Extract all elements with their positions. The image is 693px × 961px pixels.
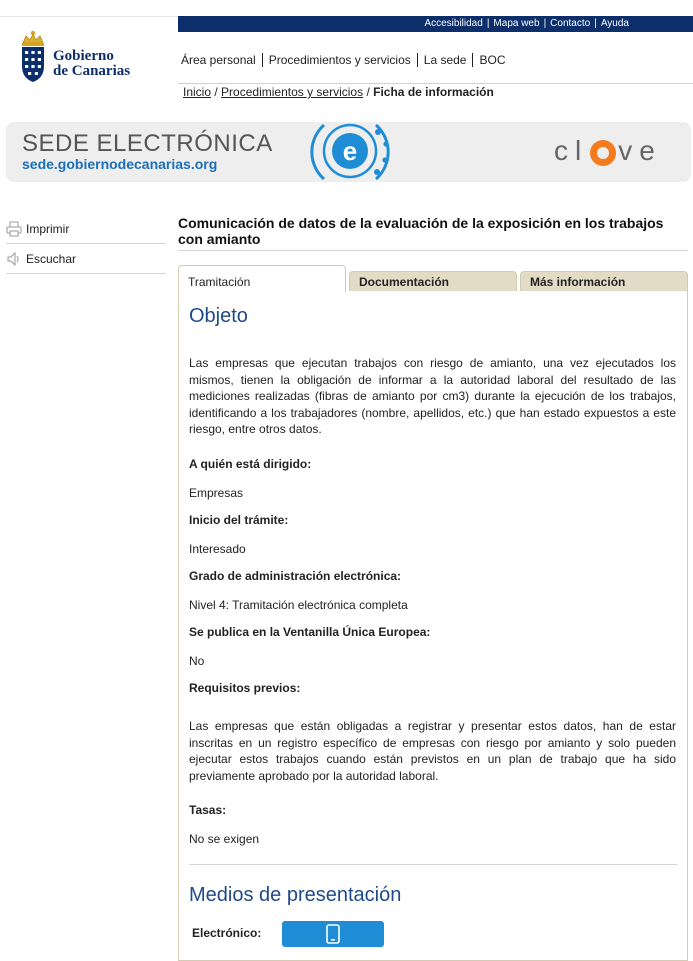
nav-la-sede[interactable]: La sede <box>417 53 473 67</box>
requisitos-label: Requisitos previos: <box>189 681 301 695</box>
page-title: Comunicación de datos de la evaluación de la exposición en los trabajos con amianto <box>178 215 664 247</box>
ventanilla-value: No <box>189 654 205 668</box>
breadcrumb-inicio[interactable]: Inicio <box>183 85 212 99</box>
clave-text-right: ve <box>618 135 662 166</box>
nav-procedimientos[interactable]: Procedimientos y servicios <box>262 53 417 67</box>
ventanilla-label: Se publica en la Ventanilla Única Europea: <box>189 625 431 639</box>
e-letter: e <box>342 136 358 166</box>
e-circles-icon <box>304 122 396 182</box>
objeto-text: Las empresas que ejecutan trabajos con riesgo de amianto, una vez ejecutados los mismos, tienen la obligación de informar a la autoridad laboral del resultado de las mediciones realizadas (fibras de amianto por cm3) durante la ejecución de los trabajos, identificando a los trabajadores (nombre, apellidos, etc.) que han estado expuestos a este riesgo, entre otros datos. <box>189 356 676 437</box>
electronic-submission-button[interactable] <box>282 921 384 947</box>
section-divider <box>189 864 677 865</box>
header-divider <box>0 16 178 17</box>
tasas-value: No se exigen <box>189 832 260 846</box>
clave-dot-icon <box>590 140 616 166</box>
mapa-web-link[interactable]: Mapa web <box>493 18 540 29</box>
electronico-label: Electrónico: <box>192 926 262 940</box>
banner-url: sede.gobiernodecanarias.org <box>22 156 218 172</box>
printer-icon <box>6 221 22 237</box>
print-button[interactable] <box>6 214 166 244</box>
print-label: Imprimir <box>26 221 70 236</box>
logo-line-1: Gobierno <box>53 48 114 64</box>
ayuda-link[interactable]: Ayuda <box>600 18 629 29</box>
clave-logo[interactable] <box>554 134 662 168</box>
objeto-title: Objeto <box>189 305 248 327</box>
banner-title: SEDE ELECTRÓNICA <box>22 130 273 157</box>
inicio-value: Interesado <box>189 542 246 556</box>
listen-button[interactable] <box>6 244 166 274</box>
gobierno-logo[interactable] <box>18 28 148 84</box>
breadcrumb-current: Ficha de información <box>373 85 494 99</box>
grado-label: Grado de administración electrónica: <box>189 569 402 583</box>
tab-tramitacion[interactable]: Tramitación <box>178 265 346 292</box>
utility-bar: Accesibilidad | Mapa web | Contacto | Ayuda <box>178 16 693 32</box>
sidebar-tools <box>6 214 166 274</box>
requisitos-text: Las empresas que están obligadas a registrar y presentar estos datos, han de estar inscritas en un registro específico de empresas con riesgo por amianto y solo pueden ejecutar estos trabajos cuando están previstos en un plan de trabajo que ha sido previamente aprobado por la autoridad laboral. <box>189 719 676 783</box>
speaker-icon <box>6 251 22 267</box>
medios-title: Medios de presentación <box>189 884 402 906</box>
tab-mas-informacion[interactable]: Más información <box>520 271 688 291</box>
nav-area-personal[interactable]: Área personal <box>181 53 256 67</box>
inicio-label: Inicio del trámite: <box>189 513 289 527</box>
contacto-link[interactable]: Contacto <box>550 18 591 29</box>
logo-line-2: de Canarias <box>53 63 131 79</box>
listen-label: Escuchar <box>26 251 77 266</box>
breadcrumb <box>183 85 494 99</box>
breadcrumb-separator: / <box>214 85 218 99</box>
tasas-label: Tasas: <box>189 803 227 817</box>
coat-of-arms-icon <box>18 28 48 84</box>
main-nav <box>181 52 512 68</box>
nav-boc[interactable]: BOC <box>472 53 511 67</box>
mobile-phone-icon <box>326 924 340 944</box>
title-divider <box>178 250 688 251</box>
tab-bar <box>178 265 688 291</box>
sede-banner[interactable] <box>6 122 691 182</box>
breadcrumb-separator: / <box>366 85 370 99</box>
clave-text-left: cl <box>554 135 589 166</box>
dirigido-label: A quién está dirigido: <box>189 457 312 471</box>
accesibilidad-link[interactable]: Accesibilidad <box>424 18 483 29</box>
grado-value: Nivel 4: Tramitación electrónica completa <box>189 598 408 612</box>
nav-divider <box>178 83 693 84</box>
dirigido-value: Empresas <box>189 486 244 500</box>
breadcrumb-procedimientos[interactable]: Procedimientos y servicios <box>221 85 364 99</box>
tab-documentacion[interactable]: Documentación <box>349 271 517 291</box>
